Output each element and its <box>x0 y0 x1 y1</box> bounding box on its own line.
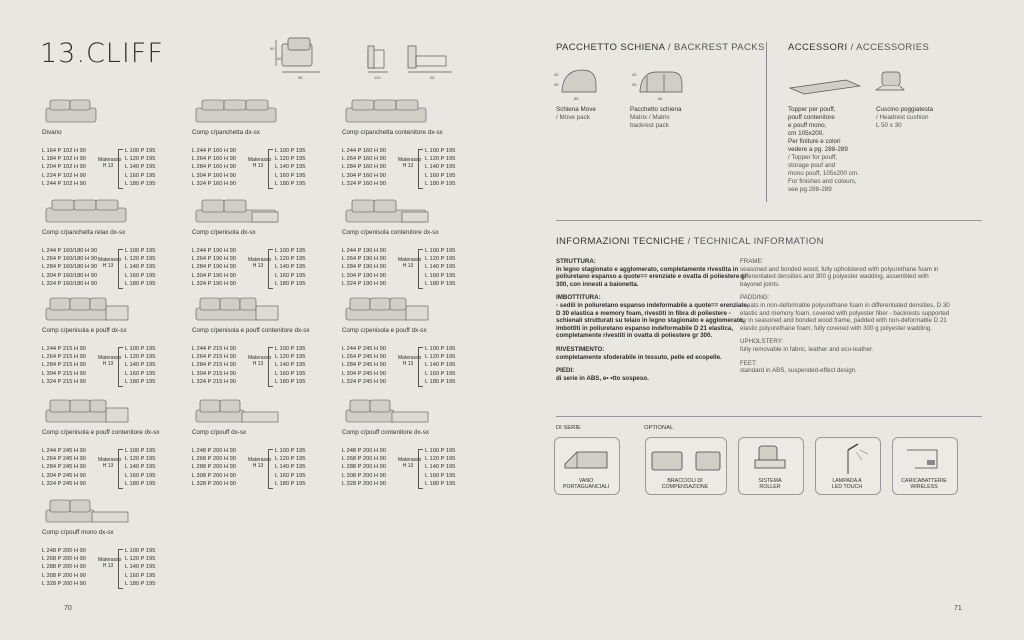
bracket <box>418 249 423 289</box>
mattress-label: Materasso H 13 <box>398 157 422 169</box>
model-card <box>342 98 482 189</box>
bracket <box>268 449 273 489</box>
mattress-label: Materasso H 13 <box>98 557 122 569</box>
sofa-thumbnail <box>42 296 134 324</box>
sofa-dimensions: L 244 P 245 H 90 L 264 P 245 H 90 L 284 P 245 H 90 L 304 P 245 H 90 L 324 P 245 H 90 <box>42 448 86 487</box>
accessories-diagram <box>786 64 926 104</box>
page-title: 13.CLIFF <box>40 38 164 69</box>
mattress-dimensions: L 100 P 195 L 120 P 195 L 140 P 195 L 160 P 195 L 180 P 195 <box>425 248 456 287</box>
bracket <box>118 149 123 189</box>
model-card <box>42 198 182 289</box>
section-divider <box>766 42 767 202</box>
sofa-dimensions: L 248 P 200 H 90 L 268 P 200 H 90 L 288 P 200 H 90 L 308 P 200 H 90 L 328 P 200 H 90 <box>42 548 86 587</box>
mattress-dimensions: L 100 P 195 L 120 P 195 L 140 P 195 L 160 P 195 L 180 P 195 <box>275 248 306 287</box>
dim-a: 90 <box>270 46 275 51</box>
mattress-dimensions: L 100 P 195 L 120 P 195 L 140 P 195 L 160 P 195 L 180 P 195 <box>275 148 306 187</box>
bp-dim-f: 66 <box>658 96 663 101</box>
sofa-thumbnail <box>192 296 284 324</box>
sofa-dimensions: L 244 P 245 H 90 L 264 P 245 H 90 L 284 P 245 H 90 L 304 P 245 H 90 L 324 P 245 H 90 <box>342 346 386 385</box>
feature-label-5: CARICABATTERIE WIRELESS <box>901 478 947 491</box>
bracket <box>118 347 123 387</box>
mattress-label: Materasso H 13 <box>248 457 272 469</box>
model-name: Comp c/pouff contenitore dx-sx <box>342 429 430 436</box>
optional-tag: OPTIONAL <box>644 425 674 431</box>
dim-e: 28 <box>430 75 435 80</box>
tech-info-english: FRAME: seasoned and bonded wood, fully upholstered with polyurethane foam in differentiated densities and 300 g polyester wadding, assembled with bayonet joints. PADDING: - seats in non-deformable polyurethane foam in differentiated densities, D 30 elastic and memory foam, covered with polyester fiber - backrests supported by in seasoned and bonded wood frame, padded with non-deformable D 21 elastic polyurethane foam, fully covered with 300 g polyester wadding. UPHOLSTERY: fully removable in fabric, leather and eco-leather. FEET: standard in ABS, suspended-effect design. <box>740 258 950 375</box>
bracket <box>118 249 123 289</box>
model-name: Comp c/panchetta contenitore dx-sx <box>342 129 443 136</box>
standard-tag: DI SERIE <box>556 425 581 431</box>
model-card <box>192 98 332 189</box>
mattress-dimensions: L 100 P 195 L 120 P 195 L 140 P 195 L 160 P 195 L 180 P 195 <box>125 448 156 487</box>
model-card <box>42 498 182 589</box>
bracket <box>268 347 273 387</box>
model-card <box>192 398 332 489</box>
dim-c: 95 <box>298 75 303 80</box>
sofa-thumbnail <box>342 198 434 226</box>
feature-label-3: SISTEMA ROLLER <box>758 478 782 491</box>
sofa-thumbnail <box>42 198 134 226</box>
sofa-thumbnail <box>192 398 284 426</box>
sofa-thumbnail <box>342 98 434 126</box>
sofa-dimensions: L 244 P 190 H 90 L 264 P 190 H 90 L 284 P 190 H 90 L 304 P 190 H 90 L 324 P 190 H 90 <box>342 248 386 287</box>
sofa-dimensions: L 248 P 200 H 90 L 268 P 200 H 90 L 288 P 200 H 90 L 308 P 200 H 90 L 328 P 200 H 90 <box>192 448 236 487</box>
tech-info-heading: INFORMAZIONI TECNICHE / TECHNICAL INFORMATION <box>556 236 824 247</box>
wireless-charger-icon <box>893 438 957 478</box>
mattress-label: Materasso H 13 <box>248 157 272 169</box>
feature-label-2: BRACCIOLI DI COMPENSAZIONE <box>661 478 709 491</box>
mattress-dimensions: L 100 P 195 L 120 P 195 L 140 P 195 L 160 P 195 L 180 P 195 <box>125 248 156 287</box>
feature-label-1: VANO PORTAGUANCIALI <box>562 478 610 491</box>
bracket <box>418 449 423 489</box>
model-name: Comp c/pouff dx-sx <box>192 429 247 436</box>
topper-caption: Topper per pouff, pouff contenitore e pouff mono, cm 105x200. Per finiture e colori vedere a pg. 288-289 / Topper for pouff, storage pouf and mono pouff, 105x200 cm. For finishes and colours, see pg.288-289 <box>788 106 859 193</box>
pillow-compartment-icon <box>555 438 619 478</box>
sofa-dimensions: L 244 P 160 H 90 L 264 P 160 H 90 L 284 P 160 H 90 L 304 P 160 H 90 L 324 P 160 H 90 <box>342 148 386 187</box>
feature-label-4: LAMPADA A LED TOUCH <box>831 478 863 491</box>
mattress-label: Materasso H 13 <box>98 355 122 367</box>
accessories-heading: ACCESSORI / ACCESSORIES <box>788 42 930 53</box>
divider-line-2 <box>556 416 982 417</box>
bracket <box>418 149 423 189</box>
mattress-label: Materasso H 13 <box>98 457 122 469</box>
mattress-label: Materasso H 13 <box>398 355 422 367</box>
model-card <box>42 296 182 387</box>
mattress-dimensions: L 100 P 195 L 120 P 195 L 140 P 195 L 160 P 195 L 180 P 195 <box>275 346 306 385</box>
model-name: Comp c/penisola e pouff dx-sx <box>42 327 127 334</box>
sofa-dimensions: L 244 P 190 H 90 L 264 P 190 H 90 L 284 P 190 H 90 L 304 P 190 H 90 L 324 P 190 H 90 <box>192 248 236 287</box>
sofa-thumbnail <box>42 398 134 426</box>
model-card <box>342 296 482 387</box>
right-page <box>512 0 1024 640</box>
model-card <box>192 296 332 387</box>
dim-b: 60 <box>277 56 282 61</box>
model-name: Comp c/penisola dx-sx <box>192 229 256 236</box>
mattress-dimensions: L 100 P 195 L 120 P 195 L 140 P 195 L 160 P 195 L 180 P 195 <box>425 346 456 385</box>
bracket <box>268 149 273 189</box>
model-name: Comp c/panchetta dx-sx <box>192 129 260 136</box>
sofa-thumbnail <box>342 398 434 426</box>
model-card <box>192 198 332 289</box>
bp-dim-d: 40 <box>632 72 637 77</box>
backrest-packs-diagram <box>552 62 712 102</box>
tech-info-italian: STRUTTURA: in legno stagionato e agglomerato, completamente rivestita in poliuretano espanso a quote== erenziate e ovatta di poliestere gr 300, con innesti a baionetta. IMBOTTITURA: - sedili in poliuretano espanso indeformabile a quote== erenziate, D 30 elastica e memory foam, rivestiti in fibra di poliestere - schienali strutturati su telaio in legno stagionato e agglomerato, imbottiti in poliuretano espanso indeformabile D 21 elastica, completamente rivestiti in ovatta di poliestere gr 300. RIVESTIMENTO: completamente sfoderabile in tessuto, pelle ed ecopelle. PIEDI: di serie in ABS, e• •tto sospeso. <box>556 258 749 382</box>
roller-icon <box>739 438 803 478</box>
sofa-thumbnail <box>42 498 134 526</box>
dim-d: 100 <box>374 75 381 80</box>
dimension-diagram <box>268 36 478 82</box>
sofa-dimensions: L 244 P 215 H 90 L 264 P 215 H 90 L 284 P 215 H 90 L 304 P 215 H 90 L 324 P 215 H 90 <box>192 346 236 385</box>
model-name: Comp c/panchetta relax dx-sx <box>42 229 126 236</box>
model-card <box>342 398 482 489</box>
sofa-thumbnail <box>192 198 284 226</box>
mattress-label: Materasso H 13 <box>98 157 122 169</box>
mattress-dimensions: L 100 P 195 L 120 P 195 L 140 P 195 L 160 P 195 L 180 P 195 <box>125 346 156 385</box>
mattress-label: Materasso H 13 <box>248 257 272 269</box>
model-name: Comp c/penisola contenitore dx-sx <box>342 229 439 236</box>
model-name: Divano <box>42 129 62 136</box>
page-number-right: 71 <box>954 605 962 612</box>
sofa-dimensions: L 164 P 102 H 90 L 184 P 102 H 90 L 204 P 102 H 90 L 224 P 102 H 90 L 244 P 102 H 90 <box>42 148 86 187</box>
mattress-label: Materasso H 13 <box>398 257 422 269</box>
move-pack-caption: Schiena Move / Move pack <box>556 106 596 121</box>
mattress-label: Materasso H 13 <box>248 355 272 367</box>
sofa-thumbnail <box>42 98 134 126</box>
model-name: Comp c/penisola e pouff dx-sx <box>342 327 427 334</box>
sofa-thumbnail <box>342 296 434 324</box>
armrest-icon <box>646 438 726 478</box>
page-number-left: 70 <box>64 605 72 612</box>
led-lamp-icon <box>816 438 880 478</box>
headrest-caption: Cuscino poggiatesta / Headrest cushion L 50 x 30 <box>876 106 934 129</box>
mattress-dimensions: L 100 P 195 L 120 P 195 L 140 P 195 L 160 P 195 L 180 P 195 <box>125 548 156 587</box>
sofa-dimensions: L 244 P 215 H 90 L 264 P 215 H 90 L 284 P 215 H 90 L 304 P 215 H 90 L 324 P 215 H 90 <box>42 346 86 385</box>
bracket <box>418 347 423 387</box>
bp-dim-c: 85 <box>574 96 579 101</box>
mattress-label: Materasso H 13 <box>398 457 422 469</box>
mattress-dimensions: L 100 P 195 L 120 P 195 L 140 P 195 L 160 P 195 L 180 P 195 <box>425 448 456 487</box>
sofa-dimensions: L 244 P 160 H 90 L 264 P 160 H 90 L 284 P 160 H 90 L 304 P 160 H 90 L 324 P 160 H 90 <box>192 148 236 187</box>
bracket <box>118 449 123 489</box>
model-name: Comp c/penisola e pouff contenitore dx-sx <box>42 429 160 436</box>
mattress-label: Materasso H 13 <box>98 257 122 269</box>
mattress-dimensions: L 100 P 195 L 120 P 195 L 140 P 195 L 160 P 195 L 180 P 195 <box>275 448 306 487</box>
model-card <box>342 198 482 289</box>
matrix-pack-caption: Pacchetto schiena Matrix / Matrix backrest pack <box>630 106 682 129</box>
model-name: Comp c/pouff mono dx-sx <box>42 529 114 536</box>
model-name: Comp c/penisola e pouff contenitore dx-sx <box>192 327 310 334</box>
mattress-dimensions: L 100 P 195 L 120 P 195 L 140 P 195 L 160 P 195 L 180 P 195 <box>125 148 156 187</box>
divider-line <box>556 220 982 221</box>
sofa-thumbnail <box>192 98 284 126</box>
model-card <box>42 98 182 189</box>
backrest-heading: PACCHETTO SCHIENA / BACKREST PACKS <box>556 42 765 53</box>
bp-dim-a: 40 <box>554 72 559 77</box>
bracket <box>118 549 123 589</box>
sofa-dimensions: L 244 P 160/180 H 90 L 264 P 160/180 H 90 L 284 P 160/180 H 90 L 304 P 160/180 H 90 L 324 P 160/180 H 90 <box>42 248 98 287</box>
bp-dim-b: 30 <box>554 82 559 87</box>
model-card <box>42 398 182 489</box>
bp-dim-e: 30 <box>632 82 637 87</box>
mattress-dimensions: L 100 P 195 L 120 P 195 L 140 P 195 L 160 P 195 L 180 P 195 <box>425 148 456 187</box>
bracket <box>268 249 273 289</box>
sofa-dimensions: L 248 P 200 H 90 L 268 P 200 H 90 L 288 P 200 H 90 L 308 P 200 H 90 L 328 P 200 H 90 <box>342 448 386 487</box>
